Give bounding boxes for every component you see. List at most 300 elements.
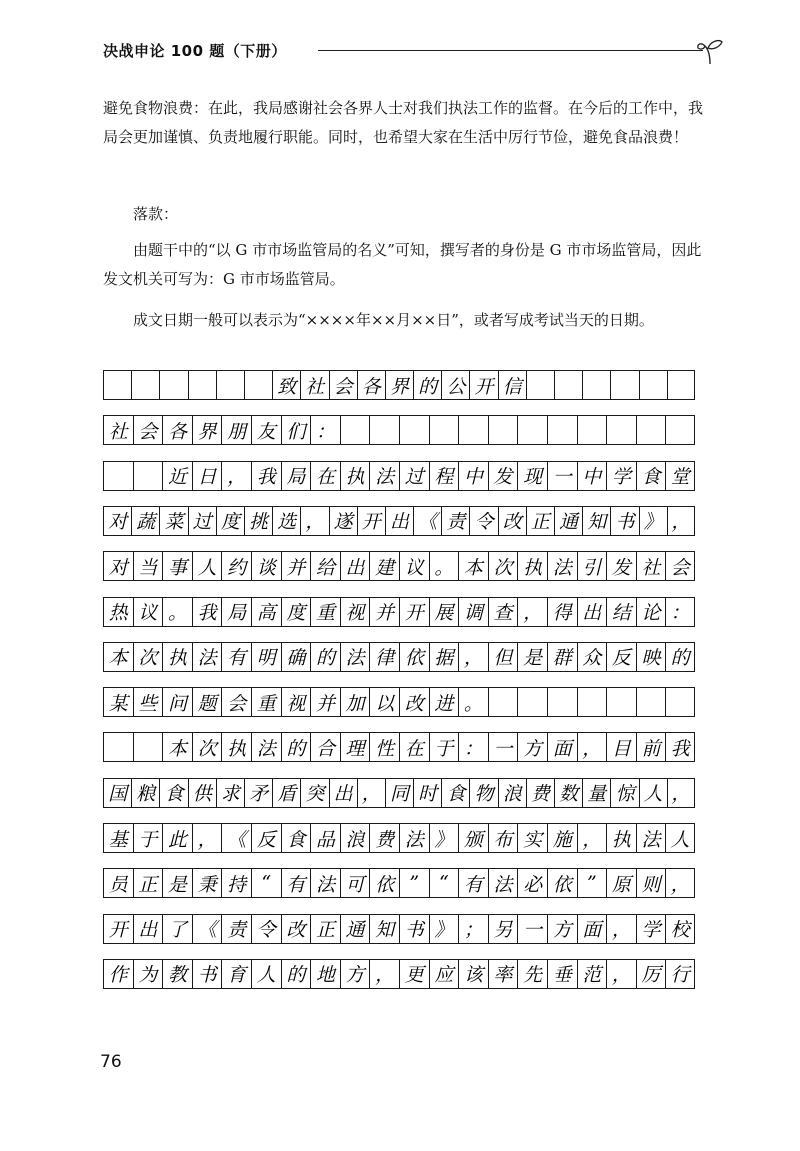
grid-cell: 法 bbox=[399, 823, 429, 853]
grid-cell: 致 bbox=[272, 370, 300, 400]
grid-cell: 过 bbox=[399, 461, 429, 491]
grid-cell: ； bbox=[458, 914, 488, 944]
grid-cell: 应 bbox=[429, 959, 459, 989]
grid-cell: 法 bbox=[310, 868, 340, 898]
grid-cell: 次 bbox=[192, 732, 222, 762]
grid-cell: 蔬 bbox=[131, 506, 159, 536]
grid-cell: 谈 bbox=[251, 551, 281, 581]
grid-cell: ， bbox=[369, 959, 399, 989]
grid-cell: 反 bbox=[606, 642, 636, 672]
grid-row bbox=[103, 914, 695, 944]
grid-cell bbox=[103, 461, 133, 491]
grid-cell: 题 bbox=[192, 687, 222, 717]
grid-cell: 给 bbox=[310, 551, 340, 581]
grid-cell: 查 bbox=[488, 597, 518, 627]
grid-cell: 供 bbox=[188, 778, 216, 808]
grid-cell: 中 bbox=[577, 461, 607, 491]
grid-cell: 方 bbox=[340, 959, 370, 989]
grid-cell: 进 bbox=[429, 687, 459, 717]
grid-cell: 出 bbox=[329, 778, 357, 808]
grid-cell: 们 bbox=[281, 415, 311, 445]
grid-cell bbox=[159, 370, 187, 400]
grid-cell: 费 bbox=[369, 823, 399, 853]
grid-cell: 面 bbox=[577, 914, 607, 944]
grid-cell bbox=[606, 687, 636, 717]
grid-cell bbox=[665, 415, 695, 445]
grid-row bbox=[103, 370, 695, 400]
grid-cell: 厉 bbox=[636, 959, 666, 989]
grid-cell: 正 bbox=[133, 868, 163, 898]
grid-cell: 的 bbox=[413, 370, 441, 400]
grid-cell: 《 bbox=[192, 914, 222, 944]
grid-cell: 量 bbox=[582, 778, 610, 808]
grid-cell bbox=[577, 687, 607, 717]
grid-cell: 为 bbox=[133, 959, 163, 989]
grid-cell: 有 bbox=[281, 868, 311, 898]
running-title: 决战申论 100 题（下册） bbox=[103, 42, 287, 60]
grid-cell: 执 bbox=[162, 642, 192, 672]
grid-cell: 《 bbox=[413, 506, 441, 536]
grid-row bbox=[103, 687, 695, 717]
body-paragraph-3: 由题干中的“以 G 市市场监管局的名义”可知，撰写者的身份是 G 市市场监管局，因此发文机关可写为：G 市市场监管局。 bbox=[103, 241, 702, 288]
grid-cell: 出 bbox=[340, 551, 370, 581]
grid-cell: 出 bbox=[385, 506, 413, 536]
grid-cell bbox=[582, 370, 610, 400]
grid-cell: 则 bbox=[636, 868, 666, 898]
grid-cell: 挑 bbox=[244, 506, 272, 536]
grid-cell: 行 bbox=[665, 959, 695, 989]
grid-cell: 可 bbox=[340, 868, 370, 898]
grid-cell: 求 bbox=[216, 778, 244, 808]
grid-cell: 度 bbox=[216, 506, 244, 536]
grid-cell: 地 bbox=[310, 959, 340, 989]
grid-cell: 有 bbox=[221, 642, 251, 672]
grid-cell: 一 bbox=[547, 461, 577, 491]
grid-row bbox=[103, 506, 695, 536]
grid-cell: 更 bbox=[399, 959, 429, 989]
grid-cell: 的 bbox=[665, 642, 695, 672]
grid-cell: 会 bbox=[221, 687, 251, 717]
grid-cell bbox=[103, 370, 131, 400]
grid-cell bbox=[429, 415, 459, 445]
grid-cell: 同 bbox=[385, 778, 413, 808]
grid-cell: 矛 bbox=[244, 778, 272, 808]
grid-cell: 令 bbox=[469, 506, 497, 536]
grid-cell: 执 bbox=[606, 823, 636, 853]
grid-cell bbox=[216, 370, 244, 400]
grid-cell: 过 bbox=[188, 506, 216, 536]
grid-cell: 我 bbox=[251, 461, 281, 491]
grid-row bbox=[103, 551, 695, 581]
grid-cell: 菜 bbox=[159, 506, 187, 536]
grid-cell: ： bbox=[458, 732, 488, 762]
page-header bbox=[103, 36, 723, 66]
grid-cell: 教 bbox=[162, 959, 192, 989]
grid-cell bbox=[488, 687, 518, 717]
header-rule bbox=[318, 50, 703, 51]
grid-cell: 》 bbox=[429, 823, 459, 853]
grid-cell: 责 bbox=[221, 914, 251, 944]
grid-cell: 突 bbox=[300, 778, 328, 808]
grid-cell: 本 bbox=[162, 732, 192, 762]
grid-row bbox=[103, 959, 695, 989]
grid-cell: 信 bbox=[498, 370, 526, 400]
grid-cell: 在 bbox=[310, 461, 340, 491]
grid-cell: 社 bbox=[636, 551, 666, 581]
grid-cell: ： bbox=[665, 597, 695, 627]
grid-cell: 加 bbox=[340, 687, 370, 717]
grid-row bbox=[103, 415, 695, 445]
grid-cell: 实 bbox=[517, 823, 547, 853]
grid-cell: 友 bbox=[251, 415, 281, 445]
grid-cell: 法 bbox=[369, 461, 399, 491]
grid-cell: 方 bbox=[547, 914, 577, 944]
grid-cell: ， bbox=[458, 642, 488, 672]
grid-cell: 调 bbox=[458, 597, 488, 627]
grid-cell: 界 bbox=[385, 370, 413, 400]
grid-cell: 法 bbox=[636, 823, 666, 853]
grid-cell: 责 bbox=[441, 506, 469, 536]
grid-cell bbox=[517, 415, 547, 445]
grid-cell: 我 bbox=[665, 732, 695, 762]
grid-cell: 朋 bbox=[221, 415, 251, 445]
grid-cell: 通 bbox=[340, 914, 370, 944]
grid-cell: 一 bbox=[517, 914, 547, 944]
grid-cell: 合 bbox=[310, 732, 340, 762]
grid-cell: 方 bbox=[517, 732, 547, 762]
grid-cell: 本 bbox=[458, 551, 488, 581]
grid-cell: 律 bbox=[369, 642, 399, 672]
grid-cell: 书 bbox=[192, 959, 222, 989]
grid-cell: 垂 bbox=[547, 959, 577, 989]
grid-cell bbox=[369, 415, 399, 445]
grid-cell: 出 bbox=[133, 914, 163, 944]
grid-cell bbox=[103, 732, 133, 762]
grid-cell: 些 bbox=[133, 687, 163, 717]
grid-cell: 局 bbox=[281, 461, 311, 491]
grid-cell bbox=[636, 687, 666, 717]
grid-cell: 并 bbox=[310, 687, 340, 717]
grid-cell: 先 bbox=[517, 959, 547, 989]
grid-cell: 日 bbox=[192, 461, 222, 491]
grid-cell: ， bbox=[300, 506, 328, 536]
grid-cell: 知 bbox=[582, 506, 610, 536]
grid-cell: ， bbox=[606, 914, 636, 944]
grid-cell: 另 bbox=[488, 914, 518, 944]
grid-cell: 并 bbox=[369, 597, 399, 627]
grid-cell: 建 bbox=[369, 551, 399, 581]
grid-cell: 令 bbox=[251, 914, 281, 944]
grid-cell: 的 bbox=[310, 642, 340, 672]
grid-cell: 我 bbox=[192, 597, 222, 627]
grid-cell: 改 bbox=[399, 687, 429, 717]
grid-cell: 近 bbox=[162, 461, 192, 491]
grid-cell bbox=[639, 370, 667, 400]
grid-cell: 开 bbox=[357, 506, 385, 536]
grid-cell: 依 bbox=[399, 642, 429, 672]
grid-cell: 惊 bbox=[610, 778, 638, 808]
body-paragraph-4: 成文日期一般可以表示为“××××年××月××日”，或者写成考试当天的日期。 bbox=[133, 311, 654, 329]
grid-cell: 某 bbox=[103, 687, 133, 717]
grid-cell: 执 bbox=[221, 732, 251, 762]
grid-cell: 执 bbox=[340, 461, 370, 491]
grid-cell: 据 bbox=[429, 642, 459, 672]
grid-cell bbox=[547, 415, 577, 445]
grid-cell: 数 bbox=[554, 778, 582, 808]
grid-cell: ， bbox=[667, 778, 695, 808]
grid-cell: “ bbox=[429, 868, 459, 898]
grid-cell: 事 bbox=[162, 551, 192, 581]
grid-cell: 率 bbox=[488, 959, 518, 989]
grid-cell: 改 bbox=[281, 914, 311, 944]
grid-cell: 各 bbox=[357, 370, 385, 400]
grid-cell: 发 bbox=[488, 461, 518, 491]
grid-cell: ， bbox=[577, 823, 607, 853]
grid-cell: 次 bbox=[133, 642, 163, 672]
grid-cell: 开 bbox=[103, 914, 133, 944]
grid-cell: 通 bbox=[554, 506, 582, 536]
grid-cell: 社 bbox=[103, 415, 133, 445]
grid-cell: 论 bbox=[636, 597, 666, 627]
grid-cell bbox=[340, 415, 370, 445]
grid-cell: 是 bbox=[162, 868, 192, 898]
grid-cell bbox=[610, 370, 638, 400]
grid-cell: 社 bbox=[300, 370, 328, 400]
grid-cell: 对 bbox=[103, 551, 133, 581]
grid-row bbox=[103, 732, 695, 762]
grid-cell: 界 bbox=[192, 415, 222, 445]
grid-cell: ， bbox=[606, 959, 636, 989]
grid-row bbox=[103, 597, 695, 627]
body-paragraph-1: 避免食物浪费：在此，我局感谢社会各界人士对我们执法工作的监督。在今后的工作中，我局会更加谨慎、负责地履行职能。同时，也希望大家在生活中厉行节俭，避免食品浪费！ bbox=[103, 99, 704, 146]
grid-cell: 员 bbox=[103, 868, 133, 898]
grid-row bbox=[103, 823, 695, 853]
grid-cell: ， bbox=[192, 823, 222, 853]
grid-cell: 当 bbox=[133, 551, 163, 581]
grid-cell bbox=[399, 415, 429, 445]
grid-cell: 开 bbox=[469, 370, 497, 400]
grid-cell: 中 bbox=[458, 461, 488, 491]
grid-cell: 面 bbox=[547, 732, 577, 762]
grid-cell: 确 bbox=[281, 642, 311, 672]
grid-cell: 并 bbox=[281, 551, 311, 581]
grid-cell: ： bbox=[310, 415, 340, 445]
grid-cell: 重 bbox=[310, 597, 340, 627]
grid-cell: 群 bbox=[547, 642, 577, 672]
grid-cell: 正 bbox=[526, 506, 554, 536]
grid-cell bbox=[554, 370, 582, 400]
grid-cell: 基 bbox=[103, 823, 133, 853]
grid-cell: 物 bbox=[469, 778, 497, 808]
sprout-icon bbox=[695, 36, 725, 66]
grid-cell: 次 bbox=[488, 551, 518, 581]
grid-cell: 得 bbox=[547, 597, 577, 627]
grid-cell: 度 bbox=[281, 597, 311, 627]
grid-cell: 国 bbox=[103, 778, 131, 808]
grid-cell: 发 bbox=[606, 551, 636, 581]
grid-cell: 必 bbox=[517, 868, 547, 898]
grid-cell bbox=[526, 370, 554, 400]
grid-cell: 于 bbox=[429, 732, 459, 762]
grid-cell: 法 bbox=[340, 642, 370, 672]
grid-cell: 》 bbox=[429, 914, 459, 944]
grid-cell: 了 bbox=[162, 914, 192, 944]
grid-cell: 人 bbox=[639, 778, 667, 808]
grid-cell: 会 bbox=[329, 370, 357, 400]
grid-cell: 该 bbox=[458, 959, 488, 989]
grid-cell: 法 bbox=[547, 551, 577, 581]
grid-cell: ” bbox=[577, 868, 607, 898]
grid-cell: 开 bbox=[399, 597, 429, 627]
grid-cell bbox=[636, 415, 666, 445]
grid-cell bbox=[244, 370, 272, 400]
grid-cell: 对 bbox=[103, 506, 131, 536]
grid-cell: 原 bbox=[606, 868, 636, 898]
grid-cell: 《 bbox=[221, 823, 251, 853]
grid-cell bbox=[188, 370, 216, 400]
grid-row bbox=[103, 642, 695, 672]
grid-cell: 法 bbox=[488, 868, 518, 898]
grid-cell bbox=[667, 370, 695, 400]
grid-cell: 高 bbox=[251, 597, 281, 627]
grid-cell: 是 bbox=[517, 642, 547, 672]
grid-cell: ， bbox=[577, 732, 607, 762]
grid-cell: 粮 bbox=[131, 778, 159, 808]
grid-cell: 育 bbox=[221, 959, 251, 989]
grid-cell: 问 bbox=[162, 687, 192, 717]
grid-cell bbox=[133, 732, 163, 762]
grid-cell: 局 bbox=[221, 597, 251, 627]
grid-cell: 会 bbox=[133, 415, 163, 445]
grid-cell: 映 bbox=[636, 642, 666, 672]
grid-cell: 有 bbox=[458, 868, 488, 898]
grid-cell: “ bbox=[251, 868, 281, 898]
grid-cell: ， bbox=[221, 461, 251, 491]
grid-cell bbox=[458, 415, 488, 445]
grid-cell: 食 bbox=[636, 461, 666, 491]
grid-cell: 执 bbox=[517, 551, 547, 581]
grid-cell bbox=[547, 687, 577, 717]
grid-cell: 。 bbox=[162, 597, 192, 627]
grid-cell: 议 bbox=[399, 551, 429, 581]
grid-cell: 布 bbox=[488, 823, 518, 853]
grid-cell: 范 bbox=[577, 959, 607, 989]
grid-cell: 依 bbox=[547, 868, 577, 898]
grid-cell: ” bbox=[399, 868, 429, 898]
grid-cell: 重 bbox=[251, 687, 281, 717]
grid-cell: 出 bbox=[577, 597, 607, 627]
grid-cell: 时 bbox=[413, 778, 441, 808]
grid-cell: 校 bbox=[665, 914, 695, 944]
grid-cell: 人 bbox=[665, 823, 695, 853]
grid-cell: 食 bbox=[281, 823, 311, 853]
grid-cell: ， bbox=[357, 778, 385, 808]
grid-cell: 议 bbox=[133, 597, 163, 627]
grid-cell: 学 bbox=[636, 914, 666, 944]
grid-cell: 费 bbox=[526, 778, 554, 808]
grid-cell: 盾 bbox=[272, 778, 300, 808]
grid-cell: 会 bbox=[665, 551, 695, 581]
grid-cell: 程 bbox=[429, 461, 459, 491]
body-paragraph-2: 落款： bbox=[133, 205, 179, 223]
grid-cell: 理 bbox=[340, 732, 370, 762]
grid-cell: 施 bbox=[547, 823, 577, 853]
grid-cell: 。 bbox=[429, 551, 459, 581]
grid-cell bbox=[517, 687, 547, 717]
grid-cell: 人 bbox=[251, 959, 281, 989]
grid-cell: 堂 bbox=[665, 461, 695, 491]
grid-cell: 结 bbox=[606, 597, 636, 627]
grid-cell: ， bbox=[667, 506, 695, 536]
grid-cell: 书 bbox=[610, 506, 638, 536]
grid-cell: 明 bbox=[251, 642, 281, 672]
grid-row bbox=[103, 868, 695, 898]
grid-cell: 于 bbox=[133, 823, 163, 853]
grid-cell: 秉 bbox=[192, 868, 222, 898]
grid-cell: 作 bbox=[103, 959, 133, 989]
grid-cell: 颁 bbox=[458, 823, 488, 853]
grid-cell: 》 bbox=[639, 506, 667, 536]
grid-cell: 。 bbox=[458, 687, 488, 717]
grid-cell: ， bbox=[665, 868, 695, 898]
grid-cell bbox=[577, 415, 607, 445]
grid-cell: 的 bbox=[281, 959, 311, 989]
grid-cell bbox=[488, 415, 518, 445]
grid-cell: 约 bbox=[221, 551, 251, 581]
grid-cell: 目 bbox=[606, 732, 636, 762]
grid-cell: 食 bbox=[441, 778, 469, 808]
grid-cell: 性 bbox=[369, 732, 399, 762]
page-number: 76 bbox=[100, 1052, 122, 1072]
grid-cell: 展 bbox=[429, 597, 459, 627]
grid-cell: 法 bbox=[192, 642, 222, 672]
grid-cell: 知 bbox=[369, 914, 399, 944]
grid-cell: 改 bbox=[498, 506, 526, 536]
grid-cell: 一 bbox=[488, 732, 518, 762]
grid-cell bbox=[131, 370, 159, 400]
grid-cell: 众 bbox=[577, 642, 607, 672]
grid-cell: 视 bbox=[281, 687, 311, 717]
grid-cell: 以 bbox=[369, 687, 399, 717]
grid-cell: 持 bbox=[221, 868, 251, 898]
grid-cell: ， bbox=[517, 597, 547, 627]
grid-cell: 食 bbox=[159, 778, 187, 808]
grid-cell: 此 bbox=[162, 823, 192, 853]
grid-cell: 视 bbox=[340, 597, 370, 627]
grid-cell: 公 bbox=[441, 370, 469, 400]
grid-cell: 依 bbox=[369, 868, 399, 898]
grid-row bbox=[103, 778, 695, 808]
grid-cell: 法 bbox=[251, 732, 281, 762]
grid-cell bbox=[665, 687, 695, 717]
grid-cell: 正 bbox=[310, 914, 340, 944]
grid-cell: 本 bbox=[103, 642, 133, 672]
grid-cell: 的 bbox=[281, 732, 311, 762]
grid-cell: 遂 bbox=[329, 506, 357, 536]
grid-cell: 书 bbox=[399, 914, 429, 944]
grid-cell: 在 bbox=[399, 732, 429, 762]
grid-cell: 前 bbox=[636, 732, 666, 762]
grid-cell: 学 bbox=[606, 461, 636, 491]
grid-cell: 引 bbox=[577, 551, 607, 581]
grid-cell: 现 bbox=[517, 461, 547, 491]
grid-cell: 选 bbox=[272, 506, 300, 536]
grid-cell: 浪 bbox=[340, 823, 370, 853]
grid-cell bbox=[606, 415, 636, 445]
grid-row bbox=[103, 461, 695, 491]
grid-cell: 人 bbox=[192, 551, 222, 581]
grid-cell: 但 bbox=[488, 642, 518, 672]
